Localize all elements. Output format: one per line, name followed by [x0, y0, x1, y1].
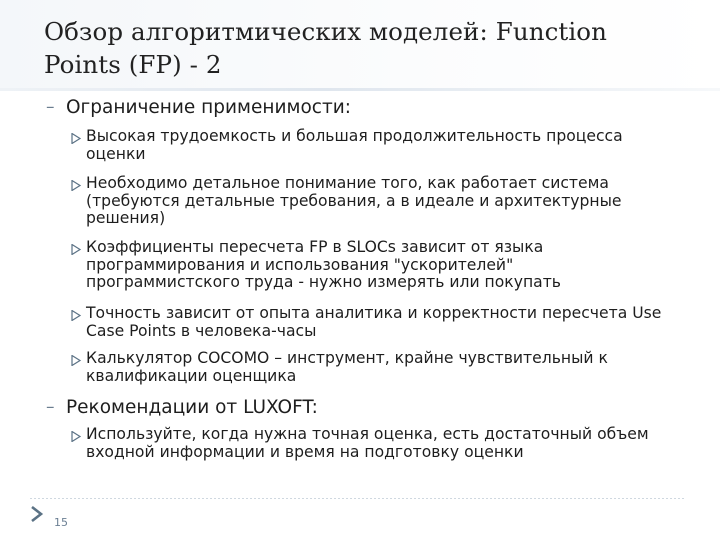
- triangle-right-icon: [66, 310, 86, 321]
- section-heading-limitations: [46, 97, 351, 119]
- list-item: [66, 239, 666, 292]
- title-line-2: Points (FP) - 2: [44, 50, 222, 79]
- footer-divider: [30, 498, 685, 499]
- triangle-right-icon: [66, 180, 86, 191]
- list-item: [66, 426, 666, 461]
- list-item-text: Высокая трудоемкость и большая продолжительность процесса оценки: [86, 127, 623, 163]
- triangle-right-icon: [66, 355, 86, 366]
- triangle-right-icon: [66, 431, 86, 442]
- list-item: [66, 305, 666, 340]
- list-item-text: Точность зависит от опыта аналитика и корректности пересчета Use Case Points в человека-часы: [86, 304, 662, 340]
- triangle-right-icon: [66, 133, 86, 144]
- dash-bullet-icon: –: [46, 97, 55, 117]
- title-line-1: Обзор алгоритмических моделей: Function: [44, 17, 608, 46]
- list-item-text: Используйте, когда нужна точная оценка, есть достаточный объем входной информации и время на подготовку оценки: [86, 425, 649, 461]
- section-heading-text: Ограничение применимости:: [66, 97, 351, 118]
- list-item: [66, 350, 666, 385]
- chevron-right-icon: [30, 506, 44, 522]
- triangle-right-icon: [66, 244, 86, 255]
- page-number: 15: [54, 516, 68, 529]
- dash-bullet-icon: –: [46, 397, 55, 417]
- section-heading-text: Рекомендации от LUXOFT:: [66, 397, 318, 418]
- list-item-text: Коэффициенты пересчета FP в SLOCs зависит от языка программирования и использования "ускорителей" программистского труда - нужно измерять или покупать: [86, 238, 561, 292]
- section-heading-recommendations: [46, 397, 318, 419]
- list-item: [66, 175, 666, 228]
- list-item-text: Калькулятор COCOMO – инструмент, крайне чувствительный к квалификации оценщика: [86, 349, 608, 385]
- list-item-text: Необходимо детальное понимание того, как работает система (требуются детальные требования, а в идеале и архитектурные решения): [86, 174, 622, 228]
- list-item: [66, 128, 666, 163]
